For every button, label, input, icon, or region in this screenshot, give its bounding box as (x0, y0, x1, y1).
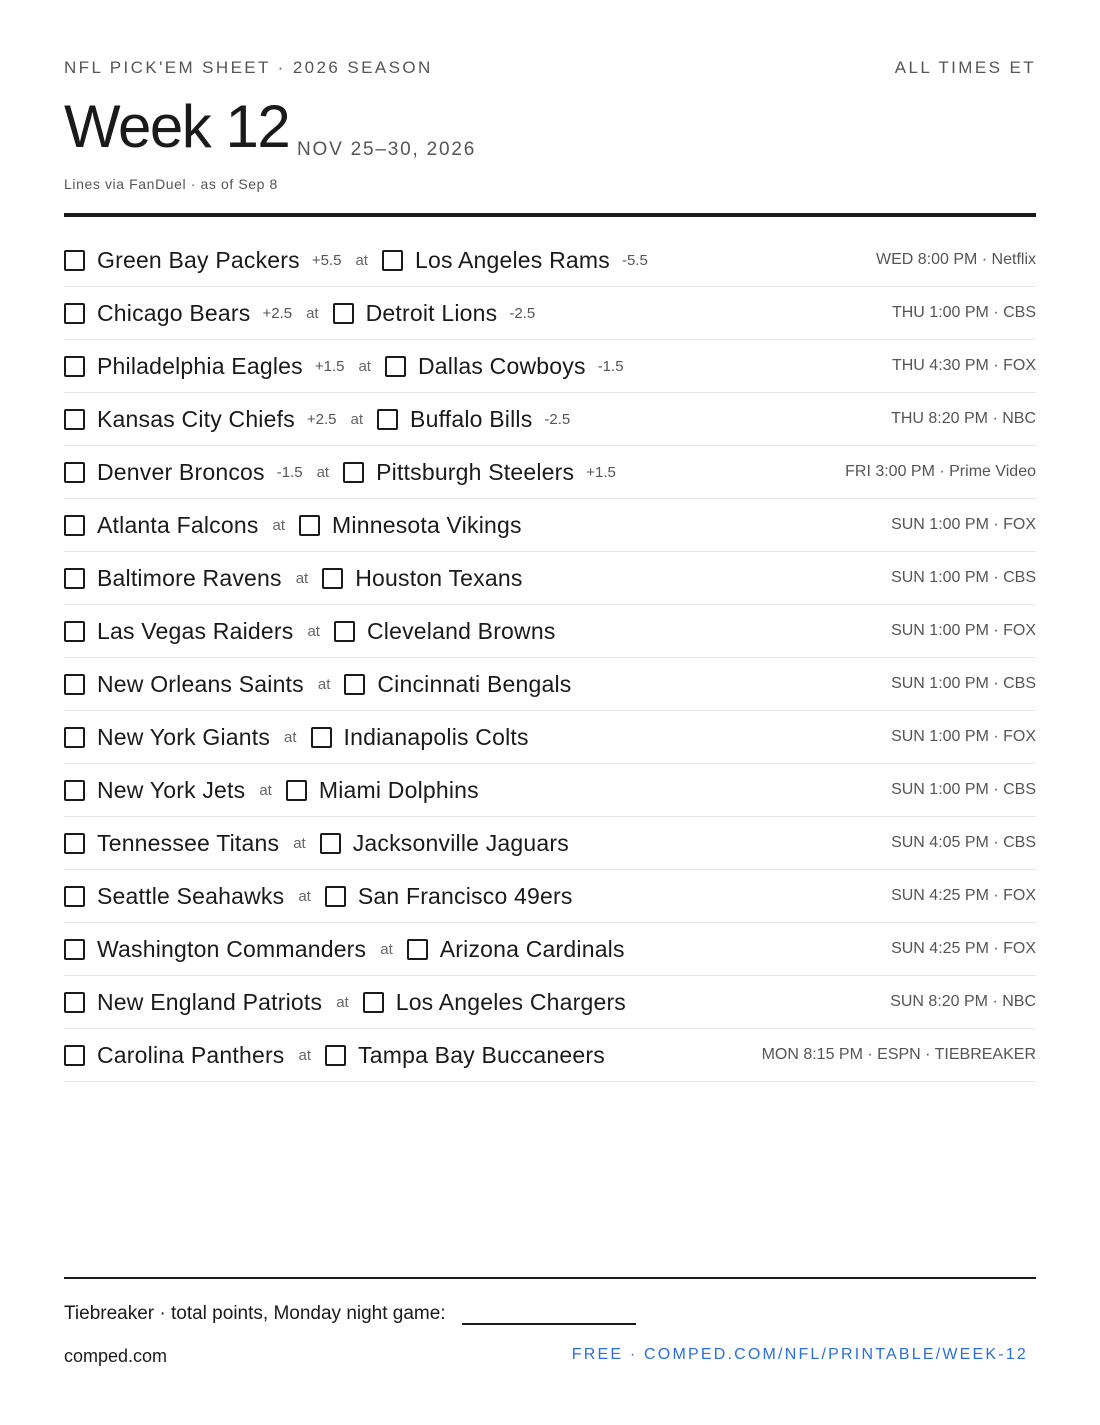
kickoff-info: SUN 4:25 PM · FOX (891, 887, 1036, 904)
away-pick-checkbox[interactable] (64, 568, 85, 589)
kickoff-info: SUN 1:00 PM · CBS (891, 781, 1036, 798)
home-team: Minnesota Vikings (332, 511, 522, 538)
at-label: at (336, 993, 349, 1011)
at-label: at (298, 1046, 312, 1064)
away-team: Chicago Bears (97, 299, 251, 326)
away-pick-checkbox[interactable] (64, 727, 85, 748)
home-team: San Francisco 49ers (357, 882, 573, 909)
at-label: at (259, 781, 272, 799)
away-team: Washington Commanders (97, 935, 367, 962)
game-row (64, 976, 1036, 1029)
away-pick-checkbox[interactable] (64, 303, 85, 324)
kickoff-info: THU 8:20 PM · NBC (891, 410, 1036, 427)
at-label: at (295, 569, 309, 587)
page-title: Week 12 (64, 93, 290, 160)
home-team: Dallas Cowboys (417, 352, 586, 379)
away-team: Kansas City Chiefs (97, 405, 295, 432)
home-pick-checkbox[interactable] (385, 356, 406, 377)
home-team: Cleveland Browns (366, 617, 556, 644)
away-spread: +1.5 (314, 357, 345, 375)
away-pick-checkbox[interactable] (64, 886, 85, 907)
at-label: at (358, 357, 371, 375)
home-pick-checkbox[interactable] (320, 833, 341, 854)
game-row (64, 446, 1036, 499)
game-row (64, 552, 1036, 605)
home-spread: -5.5 (621, 251, 648, 269)
away-pick-checkbox[interactable] (64, 939, 85, 960)
away-team: Tennessee Titans (97, 829, 280, 856)
kickoff-info: THU 4:30 PM · FOX (891, 357, 1036, 374)
game-row (64, 1029, 1036, 1082)
home-pick-checkbox[interactable] (325, 886, 346, 907)
away-team: New York Giants (97, 723, 271, 750)
home-spread: +1.5 (586, 463, 616, 481)
kickoff-info: SUN 8:20 PM · NBC (890, 993, 1036, 1010)
at-label: at (284, 728, 297, 746)
home-pick-checkbox[interactable] (299, 515, 320, 536)
at-label: at (306, 304, 319, 322)
home-pick-checkbox[interactable] (377, 409, 398, 430)
home-team: Cincinnati Bengals (377, 670, 572, 697)
home-pick-checkbox[interactable] (322, 568, 343, 589)
lines-note: Lines via FanDuel · as of Sep 8 (64, 176, 278, 192)
away-team: Baltimore Ravens (97, 564, 282, 591)
game-row (64, 234, 1036, 287)
kickoff-info: SUN 1:00 PM · CBS (891, 569, 1036, 586)
game-row (64, 711, 1036, 764)
footer-divider (64, 1277, 1036, 1279)
kickoff-info: MON 8:15 PM · ESPN · TIEBREAKER (761, 1046, 1036, 1063)
away-team: Atlanta Falcons (97, 511, 259, 538)
home-spread: -1.5 (597, 357, 624, 375)
kickoff-info: THU 1:00 PM · CBS (891, 304, 1036, 321)
home-spread: -2.5 (544, 410, 571, 428)
site-name: comped.com (64, 1346, 168, 1366)
away-pick-checkbox[interactable] (64, 780, 85, 801)
at-label: at (350, 410, 364, 428)
game-row (64, 817, 1036, 870)
home-pick-checkbox[interactable] (344, 674, 365, 695)
away-team: Las Vegas Raiders (97, 617, 294, 644)
home-pick-checkbox[interactable] (311, 727, 332, 748)
home-pick-checkbox[interactable] (343, 462, 364, 483)
away-pick-checkbox[interactable] (64, 992, 85, 1013)
tiebreaker-row (64, 1299, 636, 1325)
away-spread: +2.5 (306, 410, 337, 428)
kickoff-info: SUN 4:25 PM · FOX (891, 940, 1036, 957)
game-row (64, 870, 1036, 923)
header-divider (64, 213, 1036, 217)
game-row (64, 499, 1036, 552)
game-row (64, 287, 1036, 340)
away-pick-checkbox[interactable] (64, 1045, 85, 1066)
home-pick-checkbox[interactable] (286, 780, 307, 801)
tiebreaker-label: Tiebreaker · total points, Monday night game: (64, 1303, 446, 1324)
home-team: Miami Dolphins (318, 776, 479, 803)
kickoff-info: SUN 1:00 PM · FOX (891, 516, 1036, 533)
away-spread: +2.5 (262, 304, 293, 322)
home-pick-checkbox[interactable] (325, 1045, 346, 1066)
pickem-sheet (64, 0, 1036, 1425)
home-pick-checkbox[interactable] (382, 250, 403, 271)
home-team: Los Angeles Rams (414, 246, 610, 273)
home-team: Tampa Bay Buccaneers (358, 1041, 605, 1068)
home-team: Houston Texans (355, 564, 523, 591)
home-pick-checkbox[interactable] (407, 939, 428, 960)
home-team: Detroit Lions (365, 299, 498, 326)
away-spread: -1.5 (276, 463, 303, 481)
away-pick-checkbox[interactable] (64, 409, 85, 430)
away-pick-checkbox[interactable] (64, 356, 85, 377)
home-pick-checkbox[interactable] (334, 621, 355, 642)
games-list (64, 234, 1036, 1082)
at-label: at (316, 463, 330, 481)
away-team: New York Jets (97, 776, 246, 803)
home-team: Buffalo Bills (410, 405, 533, 432)
home-spread: -2.5 (509, 304, 536, 322)
top-row (64, 58, 1036, 78)
game-row (64, 605, 1036, 658)
kickoff-info: WED 8:00 PM · Netflix (875, 251, 1036, 268)
home-team: Pittsburgh Steelers (376, 458, 575, 485)
game-row (64, 923, 1036, 976)
at-label: at (272, 516, 286, 534)
sheet-eyebrow: NFL PICK'EM SHEET · 2026 SEASON (64, 58, 433, 77)
at-label: at (307, 622, 320, 640)
home-team: Jacksonville Jaguars (352, 829, 569, 856)
away-pick-checkbox[interactable] (64, 462, 85, 483)
at-label: at (380, 940, 393, 958)
home-pick-checkbox[interactable] (333, 303, 354, 324)
kickoff-info: SUN 4:05 PM · CBS (891, 834, 1036, 851)
away-team: New England Patriots (97, 988, 323, 1015)
kickoff-info: SUN 1:00 PM · CBS (891, 675, 1036, 692)
away-pick-checkbox[interactable] (64, 674, 85, 695)
home-team: Arizona Cardinals (439, 935, 625, 962)
away-pick-checkbox[interactable] (64, 515, 85, 536)
away-team: Denver Broncos (97, 458, 265, 485)
tiebreaker-input[interactable] (462, 1297, 636, 1325)
at-label: at (317, 675, 331, 693)
away-team: Carolina Panthers (97, 1041, 285, 1068)
home-pick-checkbox[interactable] (363, 992, 384, 1013)
printable-link[interactable]: FREE · COMPED.COM/NFL/PRINTABLE/WEEK-12 (571, 1346, 1028, 1363)
game-row (64, 658, 1036, 711)
away-team: Green Bay Packers (97, 246, 300, 273)
at-label: at (293, 834, 306, 852)
game-row (64, 340, 1036, 393)
at-label: at (355, 251, 368, 269)
away-team: Philadelphia Eagles (97, 352, 303, 379)
game-row (64, 764, 1036, 817)
away-pick-checkbox[interactable] (64, 250, 85, 271)
home-team: Indianapolis Colts (343, 723, 529, 750)
away-spread: +5.5 (311, 251, 342, 269)
kickoff-info: SUN 1:00 PM · FOX (891, 728, 1036, 745)
home-team: Los Angeles Chargers (395, 988, 627, 1015)
away-team: Seattle Seahawks (97, 882, 285, 909)
at-label: at (298, 887, 311, 905)
away-team: New Orleans Saints (97, 670, 304, 697)
date-range: NOV 25–30, 2026 (297, 139, 477, 160)
game-row (64, 393, 1036, 446)
kickoff-info: FRI 3:00 PM · Prime Video (845, 463, 1036, 480)
kickoff-info: SUN 1:00 PM · FOX (891, 622, 1036, 639)
away-pick-checkbox[interactable] (64, 621, 85, 642)
times-note: ALL TIMES ET (894, 58, 1036, 77)
away-pick-checkbox[interactable] (64, 833, 85, 854)
